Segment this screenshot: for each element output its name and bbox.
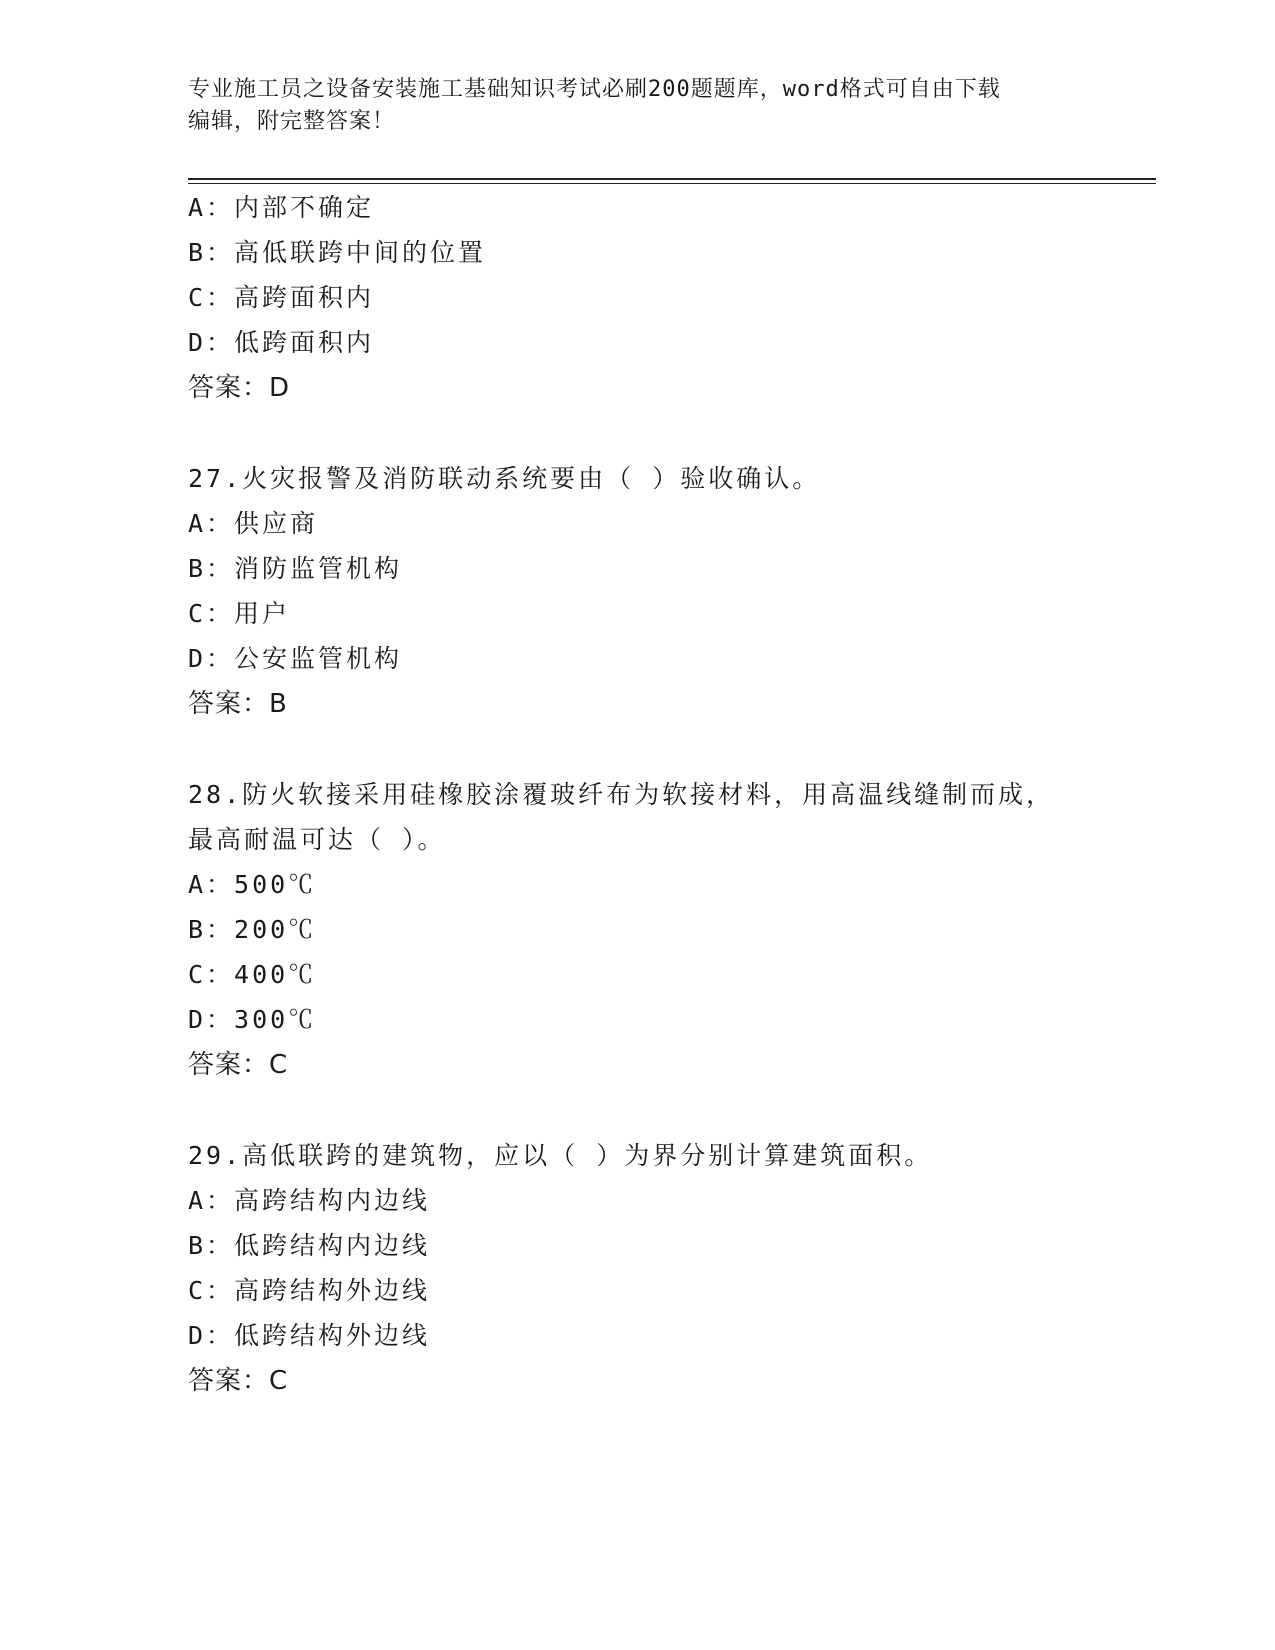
q28-option-a: A：500℃ <box>188 870 317 899</box>
q28-option-c: C：400℃ <box>188 960 317 989</box>
q29-answer: 答案：C <box>188 1366 289 1396</box>
prev-option-d: D：低跨面积内 <box>188 328 375 357</box>
q29-option-c: C：高跨结构外边线 <box>188 1276 431 1305</box>
q28-option-d: D：300℃ <box>188 1005 317 1034</box>
q27-option-d: D：公安监管机构 <box>188 644 403 673</box>
header-line-1: 专业施工员之设备安装施工基础知识考试必刷200题题库，word格式可自由下载 <box>188 77 1001 102</box>
prev-option-a: A：内部不确定 <box>188 193 375 222</box>
q29-option-b: B：低跨结构内边线 <box>188 1231 431 1260</box>
q28-answer: 答案：C <box>188 1050 289 1080</box>
prev-option-c: C：高跨面积内 <box>188 283 375 312</box>
q27-answer: 答案：B <box>188 689 288 719</box>
q28-option-b: B：200℃ <box>188 915 317 944</box>
prev-option-b: B：高低联跨中间的位置 <box>188 238 487 267</box>
q27-option-b: B：消防监管机构 <box>188 554 403 583</box>
q28-stem-line-1: 28.防火软接采用硅橡胶涂覆玻纤布为软接材料，用高温线缝制而成， <box>188 780 1055 809</box>
header-divider <box>188 178 1156 184</box>
prev-answer: 答案：D <box>188 373 291 403</box>
header-line-2: 编辑，附完整答案！ <box>188 109 396 134</box>
q29-option-a: A：高跨结构内边线 <box>188 1186 431 1215</box>
q28-stem-line-2: 最高耐温可达（ ）。 <box>188 825 446 854</box>
document-header <box>188 74 1088 138</box>
q29-option-d: D：低跨结构外边线 <box>188 1321 431 1350</box>
q27-option-a: A：供应商 <box>188 509 319 538</box>
q27-option-c: C：用户 <box>188 599 291 628</box>
q29-stem: 29.高低联跨的建筑物，应以（ ）为界分别计算建筑面积。 <box>188 1141 933 1170</box>
q27-stem: 27.火灾报警及消防联动系统要由（ ）验收确认。 <box>188 464 821 493</box>
